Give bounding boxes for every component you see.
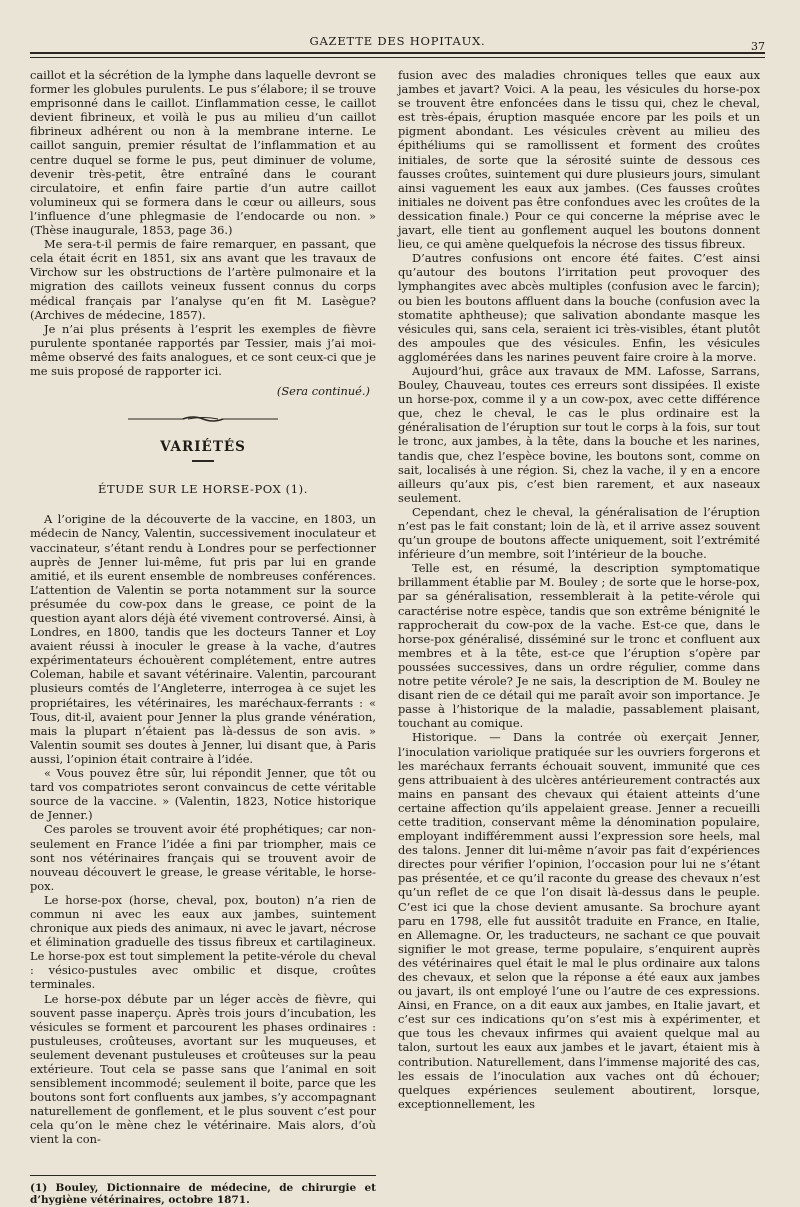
paragraph: « Vous pouvez être sûr, lui répondit Jenner, que tôt ou tard vos compatriotes seront convaincus de cette véritable source de la vaccine. » (Valentin, 1823, Notice historique de Jenner.) [30,766,376,823]
header-rule-thin [30,57,765,58]
page-number: 37 [751,40,765,53]
paragraph: Telle est, en résumé, la description symptomatique brillamment établie par M. Bouley ; de sorte que le horse-pox, par sa généralisation, ressemblerait à la petite-vérole qui caractérise notre espèce, tandis que son extrême bénignité le rapprocherait du cow-pox de la vache. Est-ce que, dans le horse-pox généralisé, disséminé sur le tronc et confluent aux membres et à la tête, est-ce que l’éruption s’opère par poussées successives, dans un ordre régulier, comme dans notre petite vérole? Je ne sais, la description de M. Bouley ne disant rien de ce détail qui me paraît avoir son importance. Je passe à l’historique de la maladie, passablement plaisant, touchant au comique. [398,561,760,731]
running-title: GAZETTE DES HOPITAUX. [309,34,486,48]
footnote: (1) Bouley, Dictionnaire de médecine, de chirurgie et d’hygiène vétérinaires, octobre 1871. [30,1181,376,1207]
paragraph: Historique. — Dans la contrée où exerçait Jenner, l’inoculation variolique pratiquée sur les ouvriers forgerons et les maréchaux ferrants échouait souvent, immunité que ces gens attribuaient à des ulcères antérieurement contractés aux mains en pansant des chevaux qui étaient atteints d’une certaine affection qu’ils appelaient grease. Jenner a recueilli cette tradition, conservant même la dénomination populaire, employant indifféremment aussi l’expression sore heels, mal des talons. Jenner dit lui-même n’avoir pas fait d’expériences directes pour vérifier l’opinion, l’occasion pour lui ne s’étant pas présentée, et ce qu’il raconte du grease des chevaux n’est qu’un reflet de ce que l’on disait là-dessus dans le peuple. C’est ici que la chose devient amusante. Sa brochure ayant paru en 1798, elle fut aussitôt traduite en France, en Italie, en Allemagne. Or, les traducteurs, ne sachant ce que pouvait signifier le mot grease, terme populaire, s’enquirent auprès des vétérinaires quel était le mal le plus ordinaire aux talons des chevaux, et selon que la réponse a été eaux aux jambes ou javart, ils ont employé l’une ou l’autre de ces expressions. Ainsi, en France, on a dit eaux aux jambes, en Italie javart, et c’est sur ces indications qu’on s’est mis à expérimenter, et que tous les chevaux infirmes qui avaient quelque mal au talon, surtout les eaux aux jambes et le javart, étaient mis à contribution. Naturellement, dans l’immense majorité des cas, les essais de l’inoculation aux vaches ont dû échouer; quelques expériences seulement aboutirent, lorsque, exceptionnellement, les [398,730,760,1111]
paragraph: A l’origine de la découverte de la vaccine, en 1803, un médecin de Nancy, Valentin, successivement inoculateur et vaccinateur, s’étant rendu à Londres pour se perfectionner auprès de Jenner lui-même, fut pris par lui en grande amitié, et ils eurent ensemble de nombreuses conférences. L’attention de Valentin se porta notamment sur la source présumée du cow-pox dans le grease, ce point de la question ayant alors déjà été vivement controversé. Ainsi, à Londres, en 1800, tandis que les docteurs Tanner et Loy avaient réussi à inoculer le grease à la vache, d’autres expérimentateurs échouèrent complétement, entre autres Coleman, habile et savant vétérinaire. Valentin, parcourant plusieurs comtés de l’Angleterre, interrogea à ce sujet les propriétaires, les vétérinaires, les maréchaux-ferrants : « Tous, dit-il, avaient pour Jenner la plus grande vénération, mais la plupart n’étaient pas là-dessus de son avis. » Valentin soumit ses doutes à Jenner, lui disant que, à Paris aussi, l’opinion était contraire à l’idée. [30,512,376,766]
paragraph: fusion avec des maladies chroniques telles que eaux aux jambes et javart? Voici. A la peau, les vésicules du horse-pox se trouvent être enfoncées dans le tissu qui, chez le cheval, est très-épais, éruption masquée encore par les poils et un pigment abondant. Les vésicules crèvent au milieu des épithéliums qui se ramollissent et forment des croûtes initiales, de sorte que la sérosité suinte de dessous ces fausses croûtes, suintement qui dure plusieurs jours, simulant ainsi vaguement les eaux aux jambes. (Ces fausses croûtes initiales ne doivent pas être confondues avec les croûtes de la dessication finale.) Pour ce qui concerne la méprise avec le javart, elle tient au gonflement auquel les boutons donnent lieu, ce qui amène quelquefois la nécrose des tissus fibreux. [398,68,760,252]
paragraph: Aujourd’hui, grâce aux travaux de MM. Lafosse, Sarrans, Bouley, Chauveau, toutes ces erreurs sont dissipées. Il existe un horse-pox, comme il y a un cow-pox, avec cette différence que, chez le cheval, le cas le plus ordinaire est la généralisation de l’éruption sur tout le corps à la fois, sur tout le tronc, aux jambes, à la tête, dans la bouche et les narines, tandis que, chez l’espèce bovine, les boutons sont, comme on sait, localisés à une région. Si, chez la vache, il y en a encore ailleurs qu’aux pis, c’est bien rarement, et aux naseaux seulement. [398,363,760,505]
paragraph: Ces paroles se trouvent avoir été prophétiques; car non-seulement en France l’idée a fini par triompher, mais ce sont nos vétérinaires français qui se trouvent avoir de nouveau découvert le grease, le grease véritable, le horse-pox. [30,822,376,893]
paragraph: caillot et la sécrétion de la lymphe dans laquelle devront se former les globules purulents. Le pus s’élabore; il se trouve emprisonné dans le caillot. L’inflammation cesse, le caillot devient fibrineux, et voilà le pus au milieu d’un caillot fibrineux adhérent ou non à la membrane interne. Le caillot sanguin, premier résultat de l’inflammation et au centre duquel se forme le pus, peut diminuer de volume, devenir très-petit, être entraîné dans le courant circulatoire, et enfin faire partie d’un autre caillot volumineux qui se formera dans le cœur ou ailleurs, sous l’influence d’une phlegmasie de l’endocarde ou non. » (Thèse inaugurale, 1853, page 36.) [30,68,376,238]
article-title: ÉTUDE SUR LE HORSE-POX (1). [97,482,309,497]
ornamental-divider [30,412,376,420]
continued-note: (Sera continué.) [276,384,370,399]
section-title: VARIÉTÉS [160,439,246,456]
paragraph: D’autres confusions ont encore été faites. C’est ainsi qu’autour des boutons l’irritation peut provoquer des lymphangites avec abcès multiples (confusion avec le farcin); ou bien les boutons affluent dans la bouche (confusion avec la stomatite aphtheuse); que salivation abondante masque les vésicules qui, sans cela, seraient ici très-visibles, étant plutôt des ampoules que des vésicules. Enfin, les vésicules agglomérées dans les narines peuvent faire croire à la morve. [398,251,760,364]
footnote-rule [30,1175,376,1176]
header-rule [30,52,765,54]
paragraph: Je n’ai plus présents à l’esprit les exemples de fièvre purulente spontanée rapportés par Tessier, mais j’ai moi-même observé des faits analogues, et ce sont ceux-ci que je me suis proposé de rapporter ici. [30,321,376,378]
page-header [30,32,765,52]
paragraph: Cependant, chez le cheval, la généralisation de l’éruption n’est pas le fait constant; loin de là, et il arrive assez souvent qu’un groupe de boutons affecte uniquement, soit l’extrémité inférieure d’un membre, soit l’intérieur de la bouche. [398,504,760,562]
left-column [30,68,376,1207]
section-rule [192,460,214,462]
right-column [398,68,760,1111]
paragraph: Le horse-pox (horse, cheval, pox, bouton) n’a rien de commun ni avec les eaux aux jambes, suintement chronique aux pieds des animaux, ni avec le javart, nécrose et élimination graduelle des tissus fibreux et cartilagineux. Le horse-pox est tout simplement la petite-vérole du cheval : vésico-pustules avec ombilic et disque, croûtes terminales. [30,892,376,992]
paragraph: Me sera-t-il permis de faire remarquer, en passant, que cela était écrit en 1851, six ans avant que les travaux de Virchow sur les obstructions de l’artère pulmonaire et la migration des caillots veineux fussent connus du corps médical français par l’analyse qu’en fit M. Lasègue? (Archives de médecine, 1857). [30,237,376,322]
paragraph: Le horse-pox débute par un léger accès de fièvre, qui souvent passe inaperçu. Après trois jours d’incubation, les vésicules se forment et parcourent les phases ordinaires : pustuleuses, croûteuses, avortant sur les muqueuses, et seulement devenant pustuleuses et croûteuses sur la peau extérieure. Tout cela se passe sans que l’animal en soit sensiblement incommodé; seulement il boite, parce que les boutons sont fort confluents aux jambes, s’y accompagnant naturellement de gonflement, et le plus souvent c’est pour cela qu’on le mène chez le vétérinaire. Mais alors, d’où vient la con- [30,991,376,1147]
